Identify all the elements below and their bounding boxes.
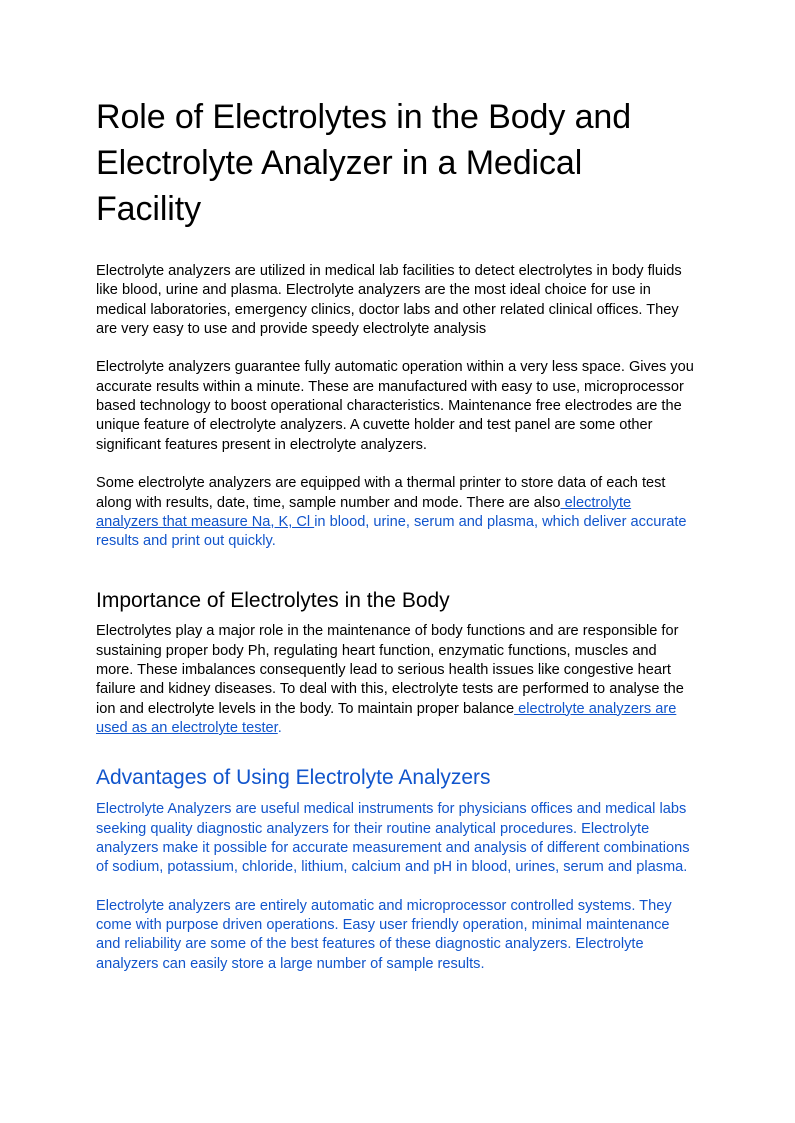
section-heading-importance: Importance of Electrolytes in the Body — [96, 589, 450, 613]
importance-paragraph — [96, 622, 696, 738]
intro-paragraph-2: Electrolyte analyzers guarantee fully automatic operation within a very less space. Gives you accurate results within a minute. These are manufactured with easy to use, microprocessor based technology to boost operational characteristics. Maintenance free electrodes are the unique feature of electrolyte analyzers. A cuvette holder and test panel are some other significant features present in electrolyte analyzers. — [96, 359, 694, 453]
document-title: Role of Electrolytes in the Body and Electrolyte Analyzer in a Medical Facility — [96, 98, 632, 228]
analyzers-na-k-cl-link[interactable]: electrolyte analyzers that measure Na, K, Cl — [96, 494, 632, 530]
paragraph-text: Electrolytes play a major role in the maintenance of body functions and are responsible for sustaining proper body Ph, regulating heart function, enzymatic functions, muscles and more. These imbalances consequently lead to serious health issues like congestive heart failure and kidney diseases. To deal with this, electrolyte tests are performed to analyse the ion and electrolyte levels in the body. To maintain proper balance — [96, 623, 684, 717]
paragraph-period: . — [277, 719, 282, 736]
paragraph-text-blue: in blood, urine, serum and plasma, which deliver accurate results and print out quickly. — [96, 513, 687, 550]
advantages-paragraph-2: Electrolyte analyzers are entirely automatic and microprocessor controlled systems. They come with purpose driven operations. Easy user friendly operation, minimal maintenance and reliability are some of the best features of these diagnostic analyzers. Electrolyte analyzers can easily store a large number of sample results. — [96, 897, 672, 972]
section-heading-advantages: Advantages of Using Electrolyte Analyzers — [96, 766, 491, 790]
advantages-paragraph-1: Electrolyte Analyzers are useful medical instruments for physicians offices and medical labs seeking quality diagnostic analyzers for their routine analytical procedures. Electrolyte analyzers make it possible for accurate measurement and analysis of different combinations of sodium, potassium, chloride, lithium, calcium and pH in blood, urines, serum and plasma. — [96, 801, 690, 876]
electrolyte-tester-link[interactable]: electrolyte analyzers are used as an electrolyte tester — [96, 700, 677, 736]
paragraph-text: Some electrolyte analyzers are equipped with a thermal printer to store data of each test along with results, date, time, sample number and mode. There are also — [96, 475, 666, 511]
intro-paragraph-1: Electrolyte analyzers are utilized in medical lab facilities to detect electrolytes in body fluids like blood, urine and plasma. Electrolyte analyzers are the most ideal choice for use in medical laboratories, emergency clinics, doctor labs and other related clinical offices. They are very easy to use and provide speedy electrolyte analysis — [96, 263, 682, 337]
document-page — [96, 94, 696, 993]
intro-paragraph-3 — [96, 474, 696, 551]
